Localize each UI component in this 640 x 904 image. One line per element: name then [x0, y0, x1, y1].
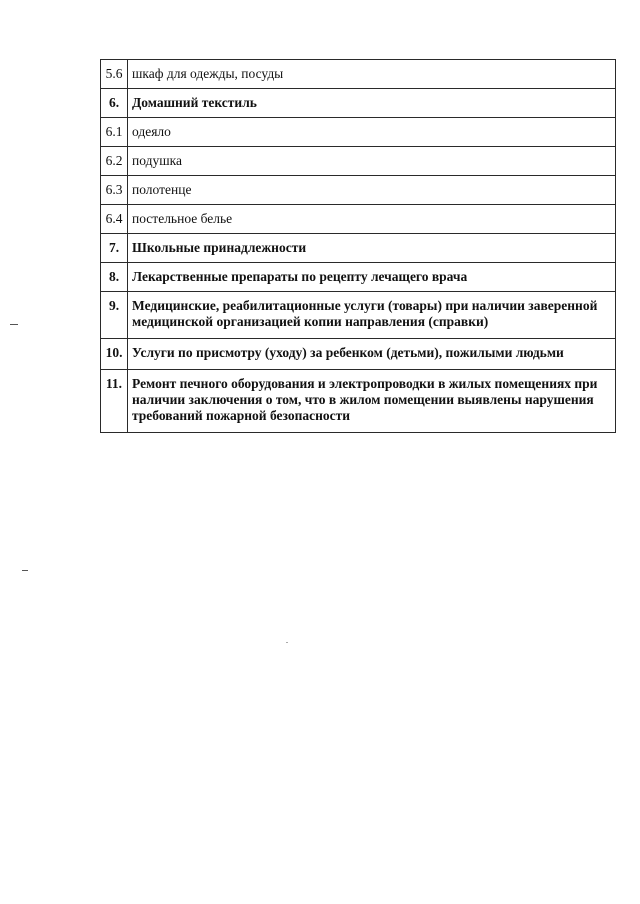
scan-artifact-mark — [22, 570, 28, 571]
table-row — [101, 370, 616, 433]
row-text: Медицинские, реабилитационные услуги (товары) при наличии заверенной медицинской организацией копии направления (справки) — [128, 292, 616, 339]
row-number: 9. — [101, 292, 128, 339]
row-number: 11. — [101, 370, 128, 433]
table-row — [101, 147, 616, 176]
row-text: подушка — [128, 147, 616, 176]
row-text: постельное белье — [128, 205, 616, 234]
row-number: 6. — [101, 89, 128, 118]
row-text: одеяло — [128, 118, 616, 147]
row-number: 6.1 — [101, 118, 128, 147]
row-number: 5.6 — [101, 60, 128, 89]
items-table — [100, 59, 616, 433]
scan-artifact-mark — [286, 642, 288, 643]
table-row — [101, 292, 616, 339]
row-text: Домашний текстиль — [128, 89, 616, 118]
row-text: Ремонт печного оборудования и электропроводки в жилых помещениях при наличии заключения о том, что в жилом помещении выявлены нарушения требований пожарной безопасности — [128, 370, 616, 433]
table-row — [101, 205, 616, 234]
row-text: Лекарственные препараты по рецепту лечащего врача — [128, 263, 616, 292]
row-number: 6.2 — [101, 147, 128, 176]
scan-artifact-mark — [10, 324, 18, 325]
row-number: 10. — [101, 339, 128, 370]
table-row — [101, 234, 616, 263]
row-text: шкаф для одежды, посуды — [128, 60, 616, 89]
table-row — [101, 60, 616, 89]
row-text: полотенце — [128, 176, 616, 205]
row-number: 7. — [101, 234, 128, 263]
table-row — [101, 176, 616, 205]
table-row — [101, 89, 616, 118]
table-row — [101, 339, 616, 370]
row-number: 6.4 — [101, 205, 128, 234]
table-row — [101, 263, 616, 292]
table-row — [101, 118, 616, 147]
row-text: Услуги по присмотру (уходу) за ребенком (детьми), пожилыми людьми — [128, 339, 616, 370]
row-text: Школьные принадлежности — [128, 234, 616, 263]
row-number: 6.3 — [101, 176, 128, 205]
row-number: 8. — [101, 263, 128, 292]
